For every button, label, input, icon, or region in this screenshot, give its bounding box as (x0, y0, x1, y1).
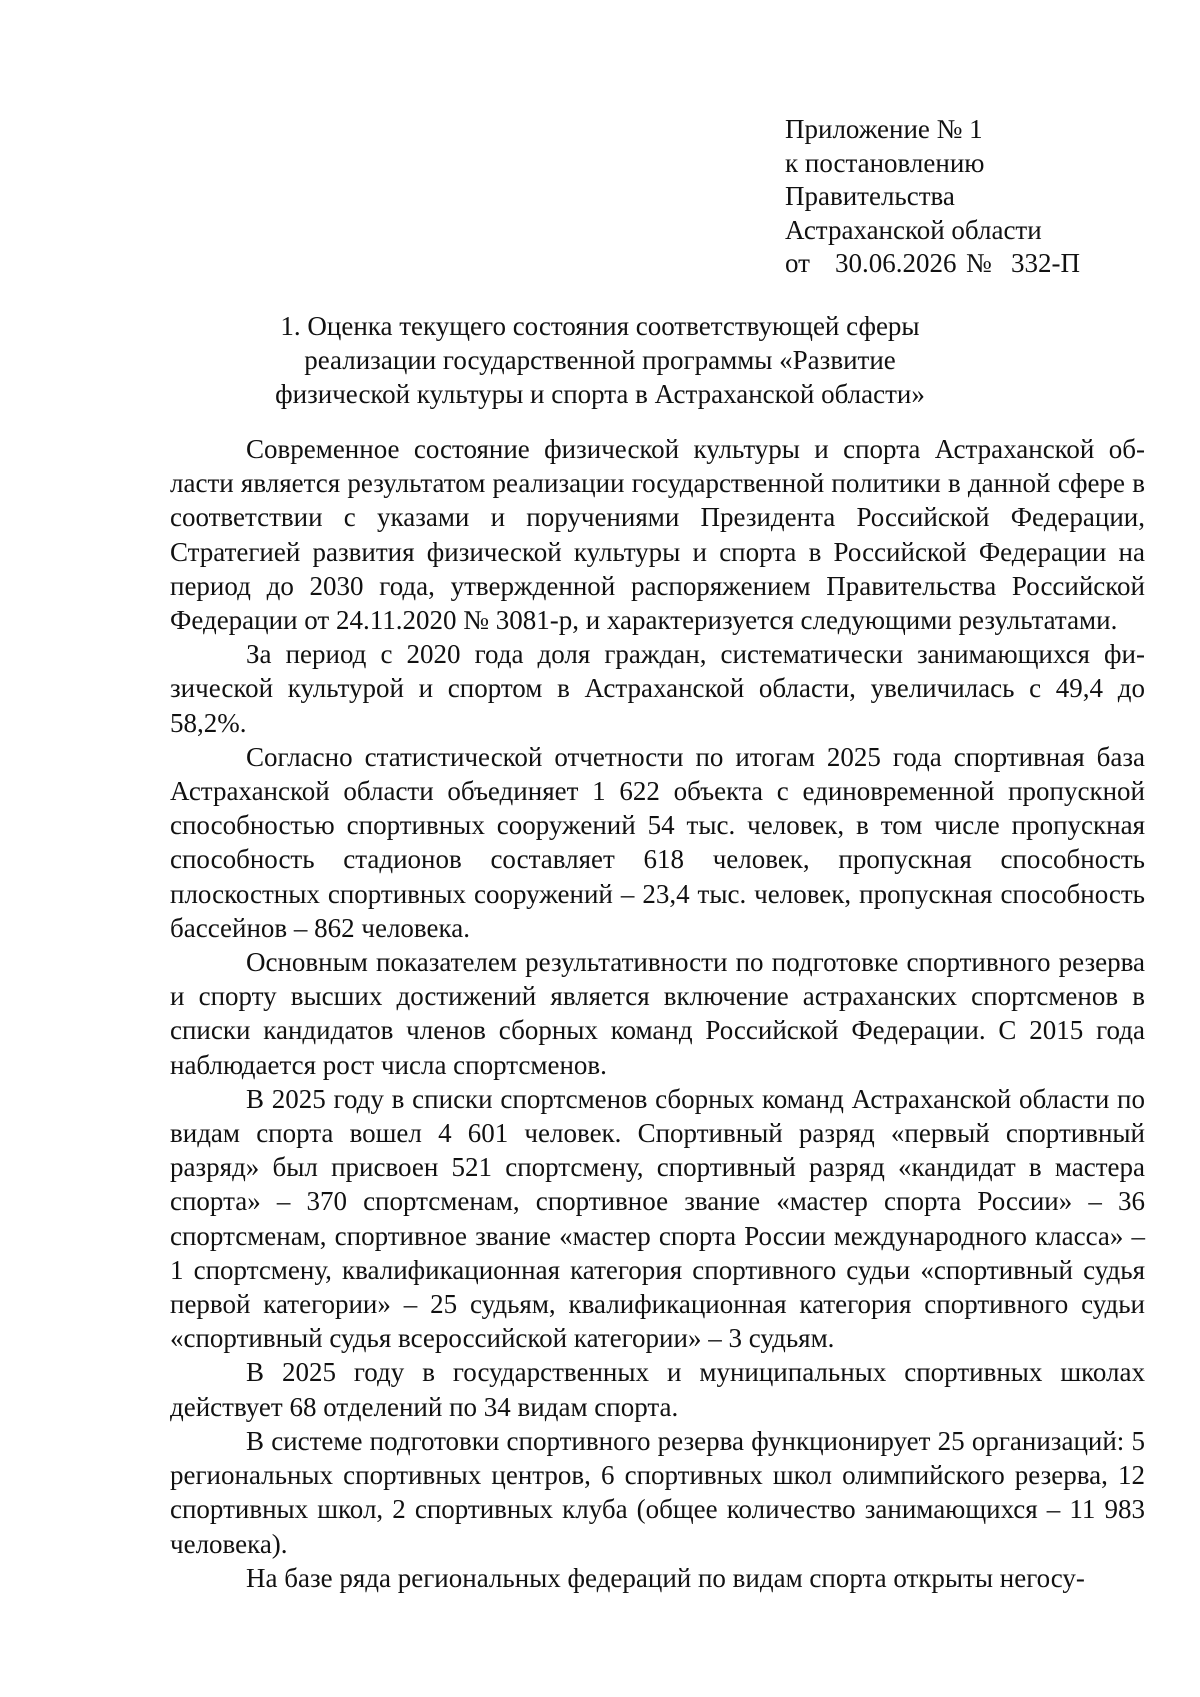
section-heading-line: 1. Оценка текущего состояния соответствующей сферы (280, 311, 920, 341)
appendix-government-label: Правительства (785, 181, 955, 212)
body-paragraph: В 2025 году в списки спортсменов сборных команд Астраханской области по видам спорта вошел 4 601 человек. Спортивный разряд «первый спортивный разряд» был присвоен 521 спортсмену, спортивный разряд «кандидат в мастера спорта» – 370 спортсменам, спортивное звание «мастер спорта России» – 36 спортсменам, спортивное звание «мастер спорта России международного класса» – 1 спортсмену, квалификационная категория спортивного судьи «спортивный судья первой категории» – 25 судьям, квалификационная категория спортивного судьи «спортивный судья всероссийской категории» – 3 судьям. (170, 1083, 1145, 1354)
section-heading-line: физической культуры и спорта в Астраханской области» (275, 379, 925, 409)
appendix-date: 30.06.2026 (835, 248, 957, 279)
body-paragraph: На базе ряда региональных федераций по видам спорта открыты негосу- (246, 1562, 1085, 1593)
appendix-from-label: от (785, 248, 810, 279)
section-heading (240, 309, 960, 411)
body-paragraph: В 2025 году в государственных и муниципальных спортивных школах действует 68 отделений по 34 видам спорта. (170, 1357, 1145, 1422)
appendix-reference-line (785, 247, 1145, 281)
body-paragraph: За период с 2020 года доля граждан, систематически занимающихся физической культурой и спортом в Астраханской области, увеличилась с 49,4 до 58,2%. (170, 639, 1145, 738)
body-paragraph: В системе подготовки спортивного резерва функционирует 25 организаций: 5 региональных спортивных центров, 6 спортивных школ олимпийского резерва, 12 спортивных школ, 2 спортивных клуба (общее количество занимающихся – 11 983 человека). (170, 1425, 1145, 1559)
document-body (170, 432, 1145, 1595)
appendix-decree-label: к постановлению (785, 147, 985, 178)
appendix-block (785, 113, 1145, 281)
body-paragraph: Основным показателем результативности по подготовке спортивного резерва и спорту высших достижений является включение астраханских спортсменов в списки кандидатов членов сборных команд Российской Федерации. С 2015 года наблюдается рост числа спортсменов. (170, 947, 1145, 1080)
appendix-number: 332-П (1011, 248, 1080, 279)
body-paragraph: Современное состояние физической культуры и спорта Астраханской области является результатом реализации государственной политики в данной сфере в соответствии с указами и поручениями Президента Российской Федерации, Стратегией развития физической культуры и спорта в Российской Федерации на период до 2030 года, утвержденной распоряжением Правительства Российской Федерации от 24.11.2020 № 3081-р, и характеризуется следующими результатами. (170, 434, 1145, 636)
body-paragraph: Согласно статистической отчетности по итогам 2025 года спортивная база Астраханской области объединяет 1 622 объекта с единовременной пропускной способностью спортивных сооружений 54 тыс. человек, в том числе пропускная способность стадионов составляет 618 человек, пропускная способность плоскостных спортивных сооружений – 23,4 тыс. человек, пропускная способность бассейнов – 862 человека. (170, 741, 1145, 943)
appendix-number-label: № (966, 248, 992, 279)
appendix-region-label: Астраханской области (785, 214, 1042, 245)
section-heading-line: реализации государственной программы «Развитие (304, 345, 896, 375)
appendix-title: Приложение № 1 (785, 114, 983, 144)
